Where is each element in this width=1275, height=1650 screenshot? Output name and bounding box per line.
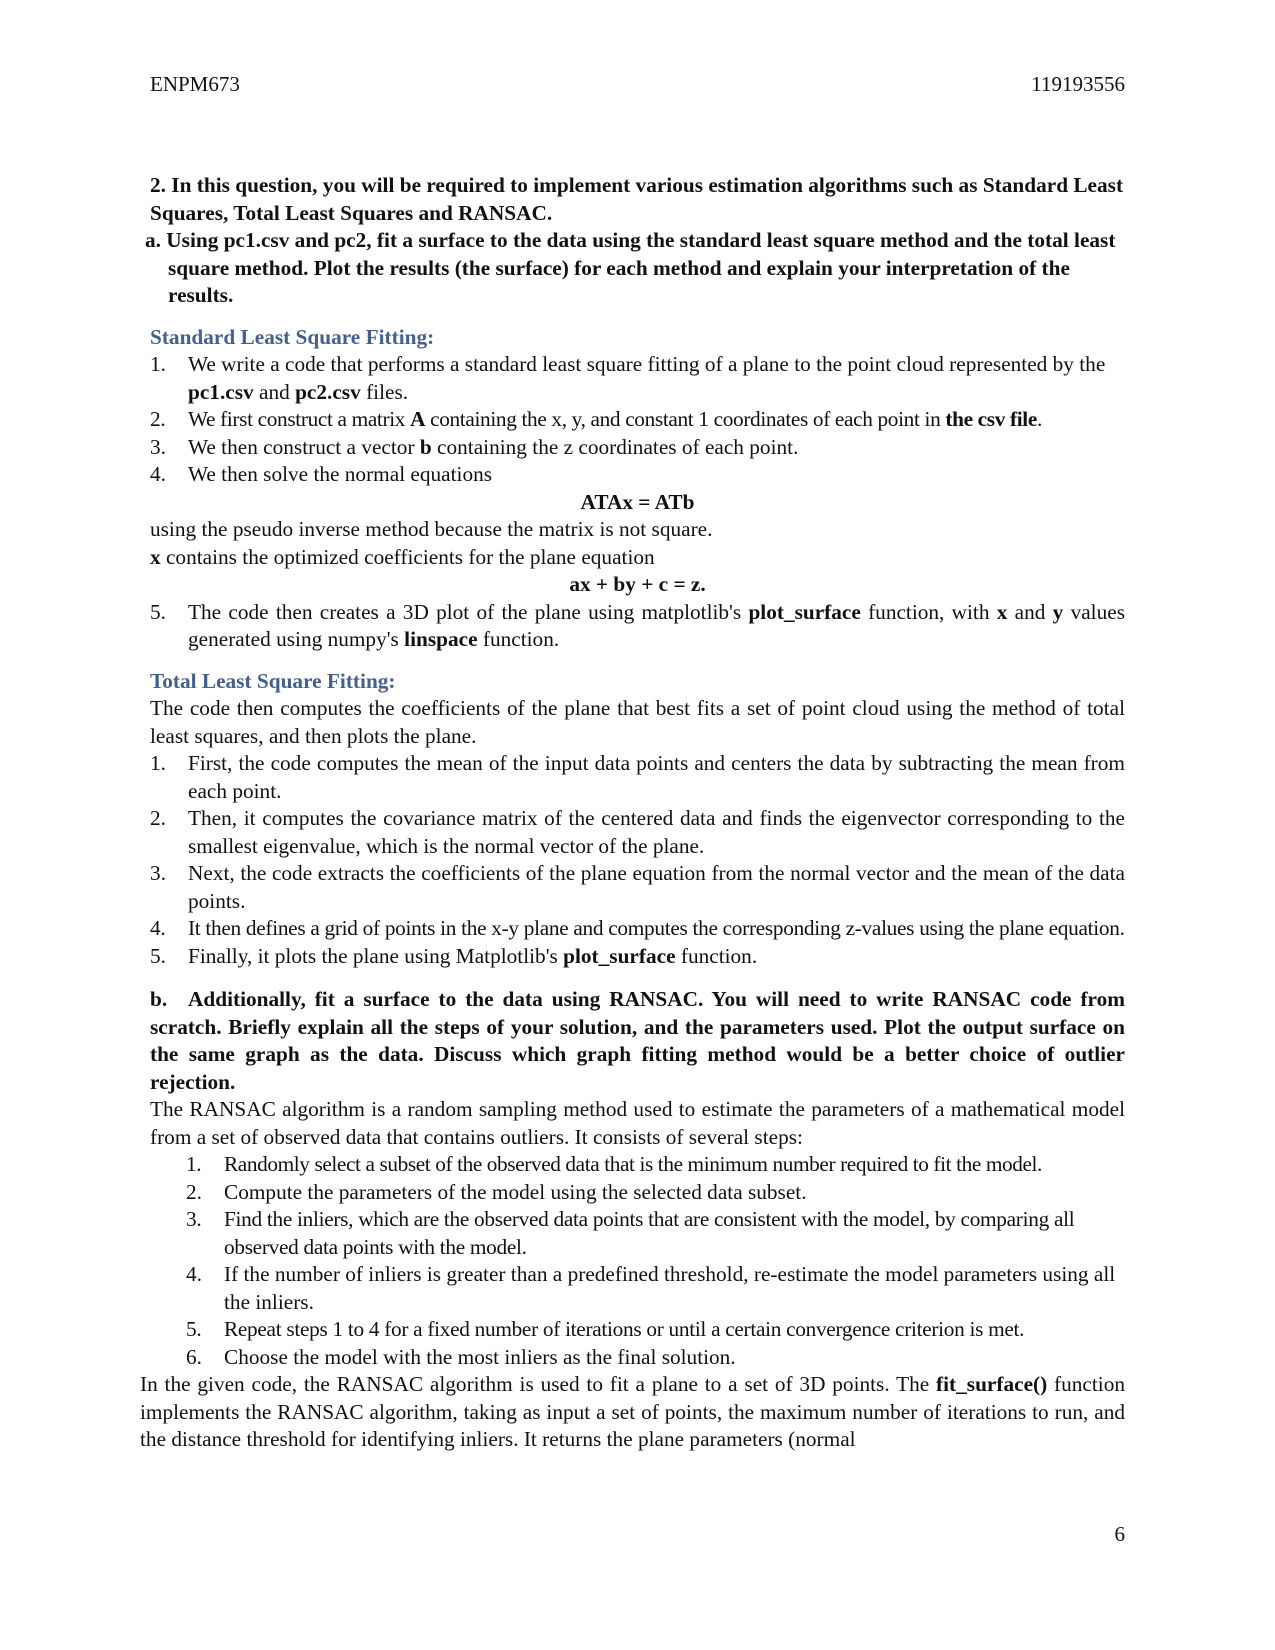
list-number: 3. <box>150 434 166 459</box>
text: function. <box>675 943 758 968</box>
x-line <box>150 544 1125 572</box>
bold-text: x <box>150 544 161 569</box>
standard-ls-list-cont <box>150 599 1125 654</box>
text: Next, the code extracts the coefficients of the plane equation from the normal vector and the mean of the data points. <box>188 861 1125 913</box>
list-item <box>150 943 1125 971</box>
list-number: 3. <box>150 861 166 885</box>
bold-text: plot_surface <box>748 599 861 624</box>
list-number: 4. <box>186 1262 202 1286</box>
list-item <box>150 434 1125 462</box>
text: contains the optimized coefficients for the plane equation <box>160 544 655 569</box>
list-item <box>150 351 1125 406</box>
text: Choose the model with the most inliers as the final solution. <box>224 1344 736 1369</box>
list-number: 2. <box>150 806 166 830</box>
text: Repeat steps 1 to 4 for a fixed number of iterations or until a certain convergence criterion is met. <box>224 1317 1025 1341</box>
part-label: b. <box>150 987 168 1011</box>
list-item <box>150 750 1125 805</box>
list-item <box>150 406 1125 434</box>
text: and <box>253 379 296 404</box>
text: Additionally, fit a surface to the data using RANSAC. You will need to write RANSAC code from scratch. Briefly explain all the steps of your solution, and the parameters used. Plot the output surface on the same graph as the data. Discuss which graph fitting method would be a better choice of outlier rejection. <box>150 987 1125 1094</box>
total-ls-list <box>150 750 1125 970</box>
bold-text: fit_surface() <box>936 1372 1048 1396</box>
list-number: 4. <box>150 462 166 486</box>
list-item <box>150 1151 1125 1179</box>
text: Finally, it plots the plane using Matplotlib's <box>188 943 564 968</box>
list-item <box>150 599 1125 654</box>
text: We first construct a matrix <box>188 407 411 431</box>
bold-text: plot_surface <box>563 943 676 968</box>
bold-text: b <box>419 434 432 459</box>
list-item <box>150 461 1125 489</box>
normal-equation: ATAx = ATb <box>580 489 695 514</box>
bold-text: pc2.csv <box>295 379 361 404</box>
standard-ls-heading: Standard Least Square Fitting: <box>150 324 435 349</box>
plane-equation: ax + by + c = z. <box>569 572 706 596</box>
total-ls-intro: The code then computes the coefficients of the plane that best fits a set of point cloud using the method of total least squares, and then plots the plane. <box>150 696 1125 748</box>
text: containing the x, y, and constant 1 coordinates of each point in <box>425 407 946 431</box>
standard-ls-list <box>150 351 1125 489</box>
list-number: 1. <box>186 1152 202 1176</box>
question-title: 2. In this question, you will be required to implement various estimation algorithms such as Standard Least Squares, Total Least Squares and RANSAC. <box>150 173 1124 225</box>
text: containing the z coordinates of each point. <box>431 434 799 459</box>
list-number: 1. <box>150 751 166 775</box>
list-number: 2. <box>186 1179 202 1204</box>
pinv-line: using the pseudo inverse method because the matrix is not square. <box>150 517 713 541</box>
list-number: 4. <box>150 916 166 940</box>
text: The code then creates a 3D plot of the plane using matplotlib's <box>188 599 749 624</box>
list-number: 3. <box>186 1207 202 1231</box>
list-item <box>150 1206 1125 1261</box>
text: Then, it computes the covariance matrix of the centered data and finds the eigenvector corresponding to the smallest eigenvalue, which is the normal vector of the plane. <box>188 806 1125 858</box>
text: and <box>1007 599 1053 624</box>
text: We then solve the normal equations <box>188 462 493 486</box>
text: We write a code that performs a standard least square fitting of a plane to the point cloud represented by the <box>188 352 1106 376</box>
text: We then construct a vector <box>188 434 420 459</box>
list-item <box>150 805 1125 860</box>
page-body <box>140 172 1126 1454</box>
question-part-b <box>150 986 1125 1096</box>
total-ls-heading: Total Least Square Fitting: <box>150 668 396 693</box>
ransac-closing <box>140 1371 1125 1454</box>
text: function. <box>477 627 560 651</box>
text: function implements the RANSAC algorithm, taking as input a set of points, the maximum number of iterations to run, and the distance threshold for identifying inliers. It returns the plane parameters (normal <box>140 1372 1126 1451</box>
page-number: 6 <box>1114 1522 1125 1546</box>
bold-text: pc1.csv <box>188 379 254 404</box>
text: Compute the parameters of the model using the selected data subset. <box>224 1179 807 1204</box>
text: files. <box>360 379 409 404</box>
text: Randomly select a subset of the observed data that is the minimum number required to fit the model. <box>224 1152 1042 1176</box>
ransac-intro: The RANSAC algorithm is a random sampling method used to estimate the parameters of a mathematical model from a set of observed data that contains outliers. It consists of several steps: <box>150 1097 1125 1149</box>
text: In the given code, the RANSAC algorithm is used to fit a plane to a set of 3D points. The <box>140 1372 937 1396</box>
list-item <box>150 1344 1125 1372</box>
list-number: 5. <box>186 1317 202 1341</box>
list-item <box>150 1316 1125 1344</box>
list-item <box>150 1179 1125 1207</box>
bold-text: y <box>1052 599 1064 624</box>
list-number: 1. <box>150 352 166 376</box>
text: First, the code computes the mean of the input data points and centers the data by subtracting the mean from each point. <box>188 751 1125 803</box>
bold-text: linspace <box>404 627 478 651</box>
bold-text: x <box>996 599 1008 624</box>
text: . <box>1036 407 1042 431</box>
list-item <box>150 860 1125 915</box>
bold-text: A <box>410 407 426 431</box>
list-number: 2. <box>150 407 166 431</box>
list-number: 5. <box>150 599 166 624</box>
text: If the number of inliers is greater than a predefined threshold, re-estimate the model parameters using all the inliers. <box>224 1262 1116 1314</box>
header-course-code: ENPM673 <box>150 72 240 96</box>
header-student-id: 119193556 <box>1031 72 1125 96</box>
list-item <box>150 1261 1125 1316</box>
text: It then defines a grid of points in the x-y plane and computes the corresponding z-values using the plane equation. <box>188 916 1125 940</box>
question-part-a: a. Using pc1.csv and pc2, fit a surface to the data using the standard least square method and the total least square method. Plot the results (the surface) for each method and explain your interpretation of the results. <box>145 228 1116 307</box>
text: Find the inliers, which are the observed data points that are consistent with the model, by comparing all observed data points with the model. <box>224 1207 1075 1259</box>
text: values generated using numpy's <box>188 599 1125 651</box>
list-number: 6. <box>186 1344 202 1369</box>
list-item <box>150 915 1125 943</box>
bold-text: the csv file <box>945 407 1037 431</box>
ransac-steps <box>150 1151 1125 1371</box>
list-number: 5. <box>150 943 166 968</box>
text: function, with <box>860 599 997 624</box>
